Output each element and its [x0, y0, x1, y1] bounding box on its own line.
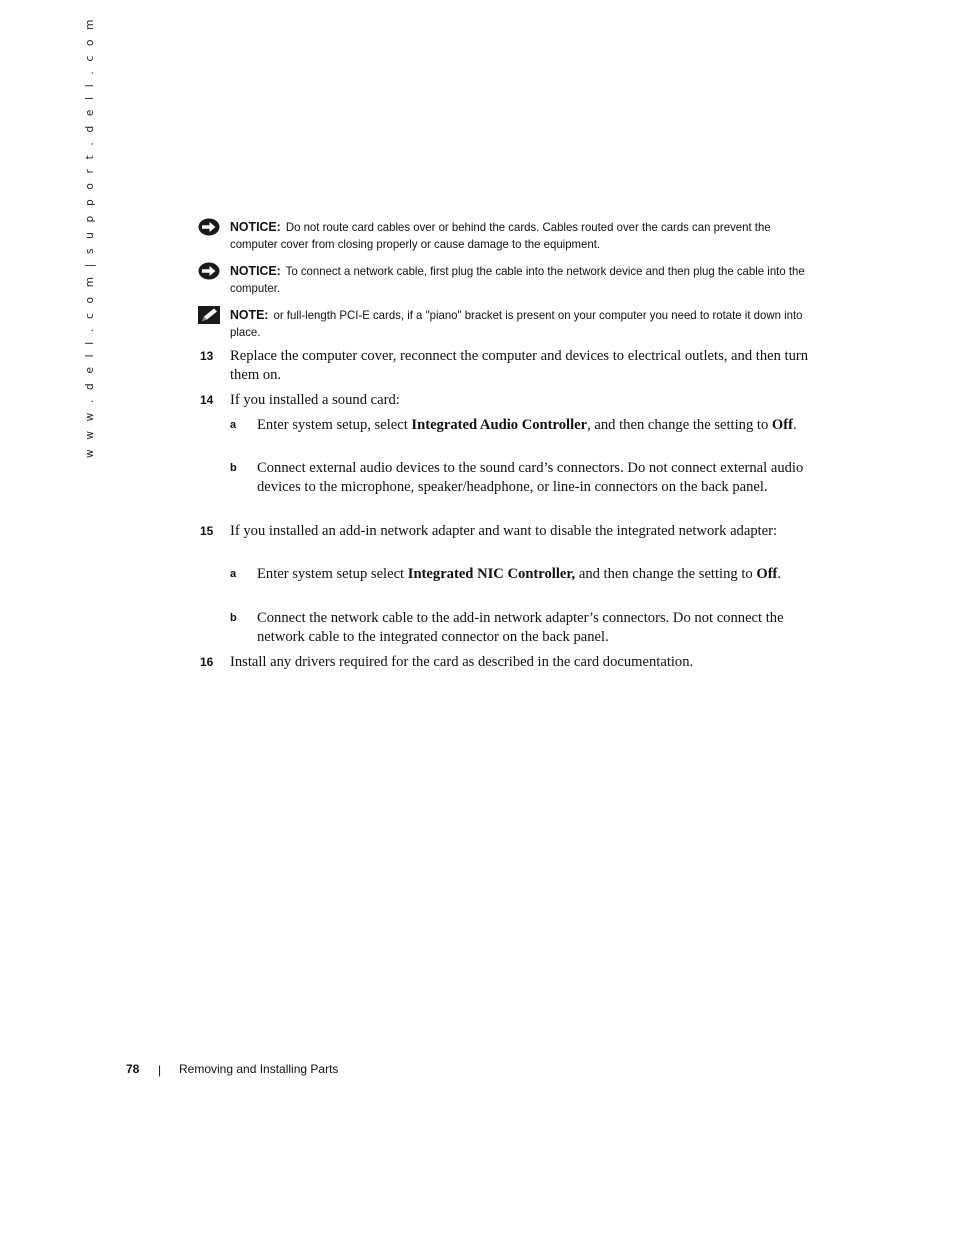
setting-name: Integrated Audio Controller [411, 417, 588, 433]
substep-text: Connect external audio devices to the sound card’s connectors. Do not connect external audio devices to the microphone, speaker/headphone, or line-in connectors on the back panel. [257, 460, 804, 495]
substep-label: b [230, 612, 237, 624]
substep-text: . [777, 566, 782, 582]
side-url: w w w . d e l l . c o m | s u p p o r t . d e l l . c o m [84, 16, 96, 458]
page-number: 78 [126, 1062, 140, 1076]
step-number: 13 [200, 349, 214, 363]
step-number: 14 [200, 393, 214, 407]
setting-value: Off [771, 417, 793, 433]
notice-icon [198, 262, 220, 280]
step-15 [200, 522, 812, 541]
note-text: or full-length PCI-E cards, if a "piano" bracket is present on your computer you need to rotate it down into place. [230, 308, 803, 339]
note-callout [198, 306, 814, 341]
step-16 [200, 653, 812, 672]
substep-text: , and then change the setting to [587, 417, 772, 433]
step-14 [200, 391, 812, 410]
substep-15a [230, 565, 814, 584]
step-number: 16 [200, 655, 214, 669]
substep-text: Enter system setup, select [257, 417, 412, 433]
setting-name: Integrated NIC Controller, [407, 566, 576, 582]
notice-text: To connect a network cable, first plug the cable into the network device and then plug the cable into the computer. [230, 264, 805, 295]
step-text: If you installed a sound card: [230, 392, 400, 408]
note-label: NOTE: [230, 307, 269, 322]
step-text: If you installed an add-in network adapter and want to disable the integrated network adapter: [230, 523, 778, 539]
step-13 [200, 347, 812, 385]
notice-callout [198, 218, 814, 253]
notice-label: NOTICE: [230, 263, 281, 278]
substep-14b [230, 459, 814, 497]
notice-callout [198, 262, 814, 297]
step-text: Replace the computer cover, reconnect the computer and devices to electrical outlets, and then turn them on. [230, 348, 809, 383]
substep-label: a [230, 419, 237, 431]
notice-label: NOTICE: [230, 219, 281, 234]
notice-icon [198, 218, 220, 236]
note-icon [198, 306, 220, 324]
setting-value: Off [756, 566, 778, 582]
section-title: Removing and Installing Parts [179, 1062, 339, 1076]
substep-text: Enter system setup select [257, 566, 408, 582]
substep-label: a [230, 568, 237, 580]
notice-text: Do not route card cables over or behind the cards. Cables routed over the cards can prevent the computer cover from closing properly or cause damage to the equipment. [230, 220, 771, 251]
substep-14a [230, 416, 814, 435]
page-footer [126, 1062, 339, 1077]
step-text: Install any drivers required for the card as described in the card documentation. [230, 654, 694, 670]
substep-text: and then change the setting to [575, 566, 757, 582]
step-number: 15 [200, 524, 214, 538]
substep-text: . [792, 417, 797, 433]
substep-label: b [230, 462, 237, 474]
substep-15b [230, 609, 814, 647]
footer-separator: | [158, 1063, 162, 1077]
substep-text: Connect the network cable to the add-in network adapter’s connectors. Do not connect the network cable to the integrated connector on the back panel. [257, 610, 784, 645]
